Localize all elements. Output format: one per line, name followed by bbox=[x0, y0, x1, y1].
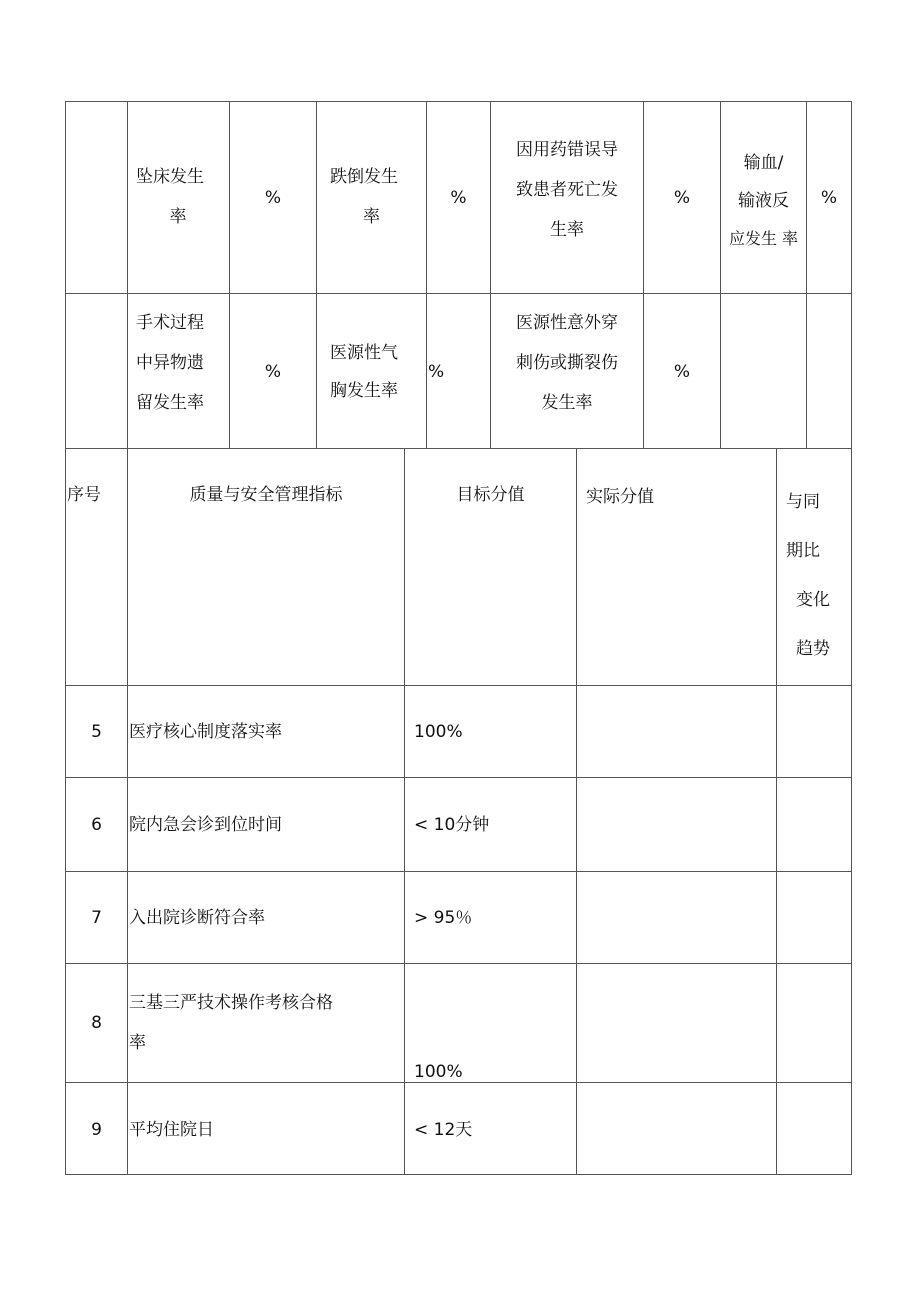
transfusion-reaction-label-line3: 应发生 率 bbox=[728, 229, 799, 248]
grid-line bbox=[65, 293, 852, 294]
percent-unit: % bbox=[264, 362, 282, 382]
retained-foreign-body-label-line3: 留发生率 bbox=[136, 393, 204, 413]
grid-line bbox=[65, 777, 852, 778]
accidental-puncture-label-line3: 发生率 bbox=[541, 393, 593, 413]
percent-unit: % bbox=[673, 362, 691, 382]
percent-unit: % bbox=[264, 188, 282, 208]
grid-line bbox=[65, 101, 852, 102]
row-indicator: 院内急会诊到位时间 bbox=[129, 815, 282, 835]
row-target: < 12天 bbox=[414, 1120, 473, 1140]
trend-header-line1: 与同 bbox=[786, 492, 820, 512]
grid-line bbox=[806, 101, 807, 448]
grid-line bbox=[65, 1174, 852, 1175]
grid-line bbox=[576, 448, 577, 1175]
grid-line bbox=[229, 101, 230, 448]
grid-line bbox=[851, 101, 852, 1175]
row-target: > 95％ bbox=[414, 908, 473, 928]
medication-error-label-line3: 生率 bbox=[550, 220, 584, 240]
row-seq: 9 bbox=[91, 1120, 102, 1140]
fall-from-bed-label-line1: 坠床发生 bbox=[136, 167, 204, 187]
row-indicator: 平均住院日 bbox=[129, 1120, 214, 1140]
row-indicator-line1: 三基三严技术操作考核合格 bbox=[129, 993, 333, 1013]
row-target: 100% bbox=[414, 722, 463, 742]
target-header: 目标分值 bbox=[456, 485, 525, 505]
grid-line bbox=[65, 448, 852, 449]
row-indicator-line2: 率 bbox=[129, 1033, 146, 1053]
trend-header-line2: 期比 bbox=[786, 541, 820, 561]
retained-foreign-body-label-line2: 中异物遗 bbox=[136, 353, 204, 373]
grid-line bbox=[65, 685, 852, 686]
grid-line bbox=[643, 101, 644, 448]
medication-error-label-line1: 因用药错误导 bbox=[516, 140, 618, 160]
row-seq: 8 bbox=[91, 1013, 102, 1033]
grid-line bbox=[776, 448, 777, 1175]
trend-header-line4: 趋势 bbox=[796, 639, 830, 659]
percent-unit: % bbox=[820, 188, 838, 208]
percent-unit: % bbox=[450, 188, 467, 208]
iatrogenic-pneumothorax-label-line2: 胸发生率 bbox=[330, 381, 398, 401]
seq-header: 序号 bbox=[67, 485, 101, 505]
transfusion-reaction-label-line2: 输液反 bbox=[738, 191, 789, 211]
grid-line bbox=[404, 448, 405, 1175]
indicator-header: 质量与安全管理指标 bbox=[189, 485, 343, 505]
grid-line bbox=[65, 871, 852, 872]
percent-unit: % bbox=[673, 188, 691, 208]
fall-incidence-label-line1: 跌倒发生 bbox=[330, 167, 398, 187]
fall-from-bed-label-line2: 率 bbox=[169, 207, 187, 227]
accidental-puncture-label-line1: 医源性意外穿 bbox=[516, 313, 618, 333]
percent-unit: % bbox=[428, 362, 445, 382]
trend-header-line3: 变化 bbox=[796, 590, 830, 610]
retained-foreign-body-label-line1: 手术过程 bbox=[136, 313, 204, 333]
grid-line bbox=[65, 963, 852, 964]
row-seq: 7 bbox=[91, 908, 102, 928]
row-seq: 6 bbox=[91, 815, 102, 835]
row-target: 100% bbox=[414, 1062, 463, 1082]
row-indicator: 医疗核心制度落实率 bbox=[129, 722, 282, 742]
grid-line bbox=[316, 101, 317, 448]
row-indicator: 入出院诊断符合率 bbox=[129, 908, 265, 928]
row-seq: 5 bbox=[91, 722, 102, 742]
grid-line bbox=[127, 101, 128, 1175]
transfusion-reaction-label-line1: 输血/ bbox=[743, 153, 784, 173]
medication-error-label-line2: 致患者死亡发 bbox=[516, 180, 618, 200]
actual-header: 实际分值 bbox=[586, 487, 654, 507]
fall-incidence-label-line2: 率 bbox=[363, 207, 380, 227]
accidental-puncture-label-line2: 刺伤或撕裂伤 bbox=[516, 353, 618, 373]
iatrogenic-pneumothorax-label-line1: 医源性气 bbox=[330, 343, 398, 363]
grid-line bbox=[426, 101, 427, 448]
row-target: < 10分钟 bbox=[414, 815, 490, 835]
